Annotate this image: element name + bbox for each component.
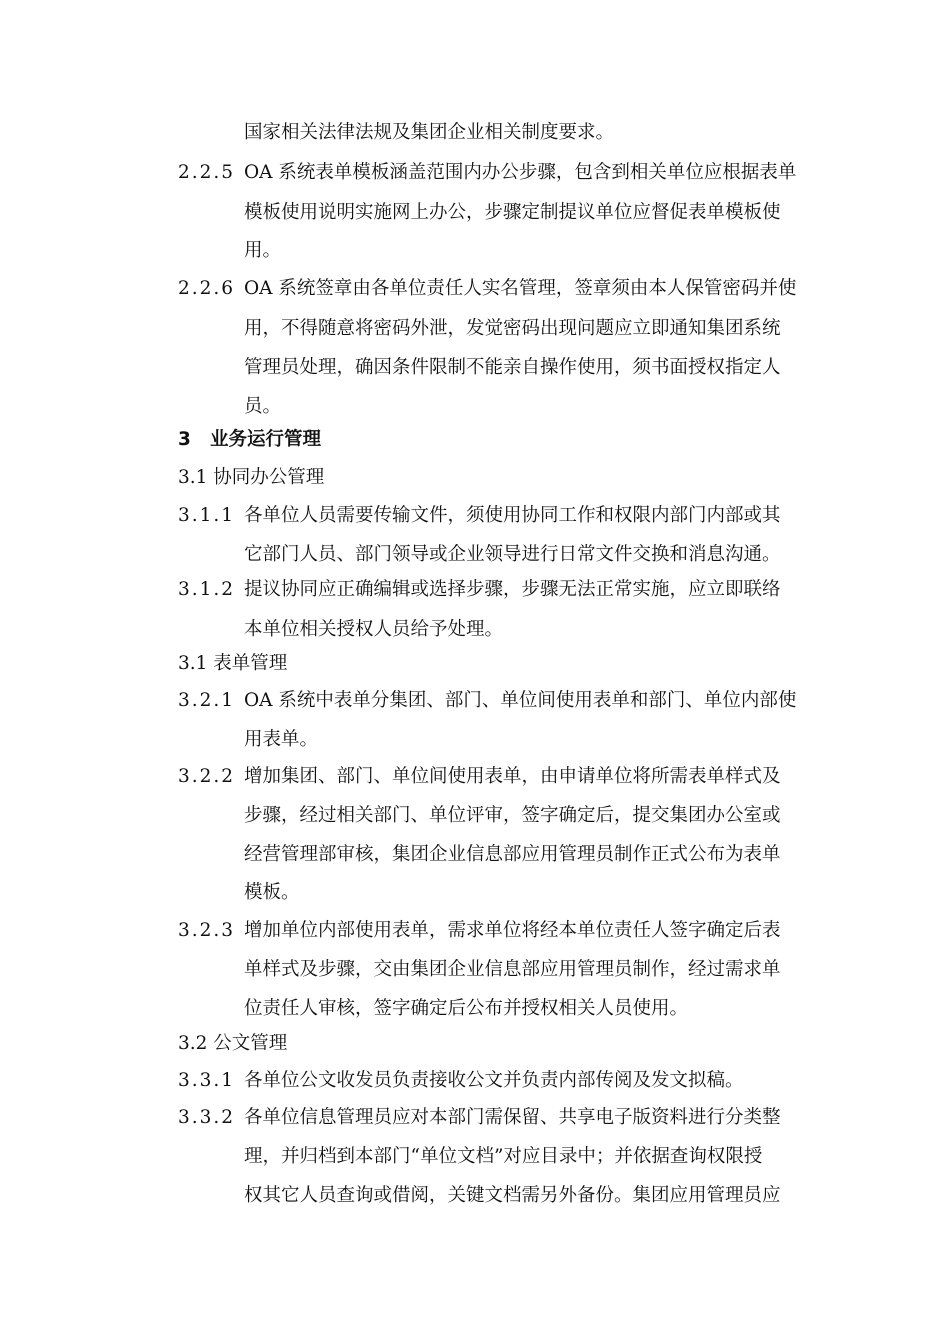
clause-text-line: 各单位人员需要传输文件，须使用协同工作和权限内部门内部或其: [244, 505, 781, 526]
clause-text-line: 管理员处理，确因条件限制不能亲自操作使用，须书面授权指定人: [244, 357, 781, 378]
clause-text-line: 本单位相关授权人员给予处理。: [244, 619, 504, 640]
clause-text-line: 用，不得随意将密码外泄，发觉密码出现问题应立即通知集团系统: [244, 318, 781, 339]
clause-text-line: OA 系统签章由各单位责任人实名管理，签章须由本人保管密码并使: [244, 278, 797, 299]
clause-text-line: 它部门人员、部门领导或企业领导进行日常文件交换和消息沟通。: [244, 544, 781, 565]
clause-text-line: 各单位信息管理员应对本部门需保留、共享电子版资料进行分类整: [244, 1107, 781, 1128]
clause-text-line: 国家相关法律法规及集团企业相关制度要求。: [244, 122, 615, 143]
section-heading: 3.1 表单管理: [178, 653, 288, 674]
clause-text-line: 用表单。: [244, 729, 319, 750]
clause-text-line: 各单位公文收发员负责接收公文并负责内部传阅及发文拟稿。: [244, 1070, 744, 1091]
clause-text-line: 增加单位内部使用表单，需求单位将经本单位责任人签字确定后表: [244, 920, 781, 941]
clause-number: 3.1.1: [178, 505, 236, 526]
clause-text-line: 增加集团、部门、单位间使用表单，由申请单位将所需表单样式及: [244, 766, 781, 787]
clause-text-line: OA 系统表单模板涵盖范围内办公步骤，包含到相关单位应根据表单: [244, 162, 797, 183]
section-heading: 3.2 公文管理: [178, 1033, 288, 1054]
clause-text-line: 理，并归档到本部门“单位文档”对应目录中；并依据查询权限授: [244, 1146, 763, 1167]
clause-text-line: 步骤，经过相关部门、单位评审，签字确定后，提交集团办公室或: [244, 805, 781, 826]
clause-text-line: 位责任人审核，签字确定后公布并授权相关人员使用。: [244, 998, 689, 1019]
clause-number: 2.2.6: [178, 278, 236, 299]
clause-number: 3.3.1: [178, 1070, 236, 1091]
clause-text-line: 员。: [244, 396, 282, 417]
clause-text-line: 模板使用说明实施网上办公，步骤定制提议单位应督促表单模板使: [244, 202, 781, 223]
clause-text-line: 权其它人员查询或借阅，关键文档需另外备份。集团应用管理员应: [244, 1185, 781, 1206]
clause-number: 3.1.2: [178, 579, 236, 600]
clause-text-line: 用。: [244, 240, 282, 261]
clause-text-line: OA 系统中表单分集团、部门、单位间使用表单和部门、单位内部使: [244, 690, 797, 711]
clause-number: 3.2.1: [178, 690, 236, 711]
clause-text-line: 提议协同应正确编辑或选择步骤，步骤无法正常实施，应立即联络: [244, 579, 781, 600]
clause-number: 3.2.2: [178, 766, 236, 787]
clause-number: 3.3.2: [178, 1107, 236, 1128]
clause-number: 2.2.5: [178, 162, 236, 183]
clause-number: 3: [178, 429, 193, 450]
clause-text-line: 单样式及步骤，交由集团企业信息部应用管理员制作，经过需求单: [244, 959, 781, 980]
section-heading: 3.1 协同办公管理: [178, 467, 325, 488]
clause-number: 3.2.3: [178, 920, 236, 941]
clause-text-line: 模板。: [244, 882, 300, 903]
clause-text-line: 经营管理部审核，集团企业信息部应用管理员制作正式公布为表单: [244, 844, 781, 865]
chapter-title: 业务运行管理: [210, 429, 322, 450]
